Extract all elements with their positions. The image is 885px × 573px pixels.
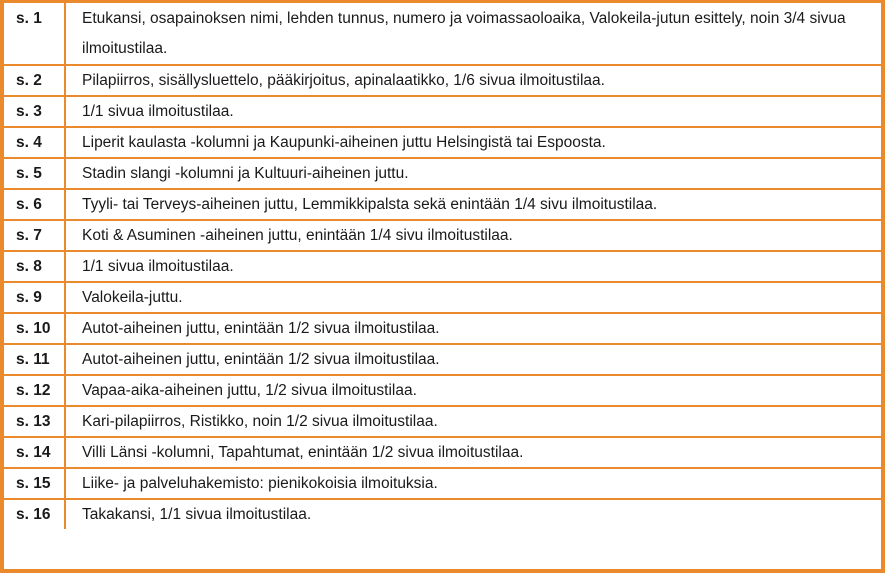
page-number-cell: s. 10: [4, 313, 65, 344]
table-row: [4, 344, 881, 375]
table-row: [4, 251, 881, 282]
page-number-cell: s. 9: [4, 282, 65, 313]
page-content-cell: Liperit kaulasta -kolumni ja Kaupunki-aiheinen juttu Helsingistä tai Espoosta.: [65, 127, 881, 158]
page-content-cell: Villi Länsi -kolumni, Tapahtumat, enintään 1/2 sivua ilmoitustilaa.: [65, 437, 881, 468]
page-number-cell: s. 1: [4, 3, 65, 65]
page-number-cell: s. 14: [4, 437, 65, 468]
page-content-cell: 1/1 sivua ilmoitustilaa.: [65, 251, 881, 282]
page-content-cell: Etukansi, osapainoksen nimi, lehden tunnus, numero ja voimassaoloaika, Valokeila-jutun esittely, noin 3/4 sivua ilmoitustilaa.: [65, 3, 881, 65]
table-row: [4, 282, 881, 313]
table-row: [4, 3, 881, 65]
page-number-cell: s. 2: [4, 65, 65, 96]
table-row: [4, 406, 881, 437]
page-number-cell: s. 7: [4, 220, 65, 251]
page-content-cell: Valokeila-juttu.: [65, 282, 881, 313]
table-row: [4, 127, 881, 158]
table-row: [4, 468, 881, 499]
page-number-cell: s. 15: [4, 468, 65, 499]
page-content-cell: Liike- ja palveluhakemisto: pienikokoisia ilmoituksia.: [65, 468, 881, 499]
page-content-cell: Vapaa-aika-aiheinen juttu, 1/2 sivua ilmoitustilaa.: [65, 375, 881, 406]
table-row: [4, 220, 881, 251]
page-content-cell: Pilapiirros, sisällysluettelo, pääkirjoitus, apinalaatikko, 1/6 sivua ilmoitustilaa.: [65, 65, 881, 96]
table-row: [4, 437, 881, 468]
page-number-cell: s. 8: [4, 251, 65, 282]
page-number-cell: s. 5: [4, 158, 65, 189]
table-row: [4, 96, 881, 127]
table-row: [4, 375, 881, 406]
page-number-cell: s. 6: [4, 189, 65, 220]
page-number-cell: s. 13: [4, 406, 65, 437]
page-content-cell: Kari-pilapiirros, Ristikko, noin 1/2 sivua ilmoitustilaa.: [65, 406, 881, 437]
page-content-cell: Tyyli- tai Terveys-aiheinen juttu, Lemmikkipalsta sekä enintään 1/4 sivu ilmoitustilaa.: [65, 189, 881, 220]
page-layout-table: [4, 3, 881, 529]
page-content-cell: 1/1 sivua ilmoitustilaa.: [65, 96, 881, 127]
table-row: [4, 499, 881, 529]
page-content-cell: Koti & Asuminen -aiheinen juttu, enintään 1/4 sivu ilmoitustilaa.: [65, 220, 881, 251]
table-row: [4, 65, 881, 96]
page-content-cell: Stadin slangi -kolumni ja Kultuuri-aiheinen juttu.: [65, 158, 881, 189]
table-row: [4, 189, 881, 220]
table-row: [4, 158, 881, 189]
page-content-cell: Autot-aiheinen juttu, enintään 1/2 sivua ilmoitustilaa.: [65, 313, 881, 344]
page-number-cell: s. 16: [4, 499, 65, 529]
page-content-cell: Autot-aiheinen juttu, enintään 1/2 sivua ilmoitustilaa.: [65, 344, 881, 375]
page-number-cell: s. 11: [4, 344, 65, 375]
table-row: [4, 313, 881, 344]
page-content-cell: Takakansi, 1/1 sivua ilmoitustilaa.: [65, 499, 881, 529]
page-number-cell: s. 4: [4, 127, 65, 158]
page-number-cell: s. 12: [4, 375, 65, 406]
page-number-cell: s. 3: [4, 96, 65, 127]
